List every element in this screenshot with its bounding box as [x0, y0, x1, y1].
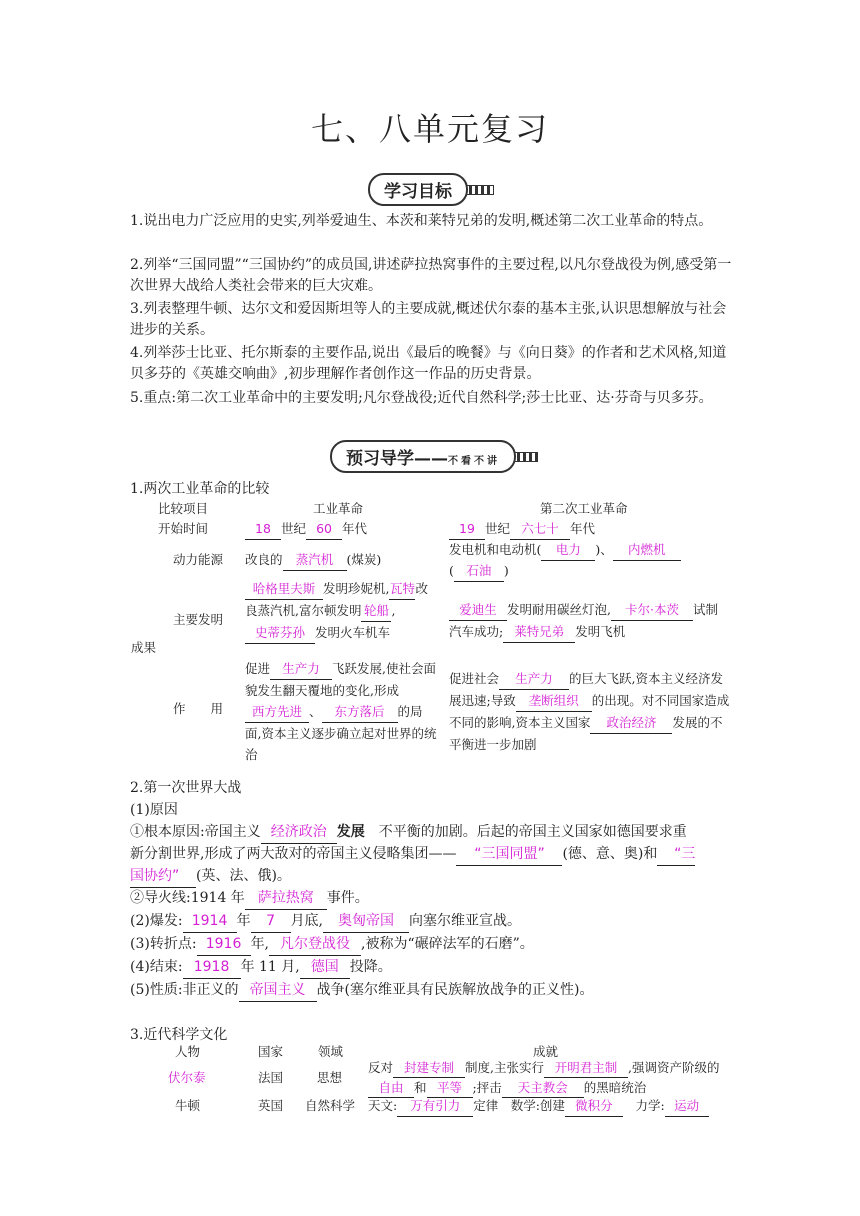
s1-power-second: 发电机和电动机( 电力 )、 内燃机 ( 石油 ): [449, 540, 729, 582]
text: (4)结束:: [130, 959, 183, 975]
s1-invention-label: 主要发明: [173, 612, 224, 627]
text: 反对: [368, 1060, 394, 1075]
answer-blank: 萨拉热窝: [245, 887, 327, 910]
answer-blank: 60: [306, 519, 342, 540]
text: 改良蒸汽机,富尔顿发明: [245, 581, 428, 618]
answer-blank: 垄断组织: [516, 690, 592, 712]
text: 年: [236, 913, 251, 929]
s3-row1-achievement: [368, 1058, 738, 1098]
answer-blank: 微积分: [565, 1096, 623, 1117]
text: 发展的不平衡进一步加剧: [449, 715, 723, 752]
answer-blank: 德国: [300, 956, 350, 979]
s2-end: [130, 956, 392, 979]
s1-power-label: 动力能源: [173, 552, 224, 567]
text: 天文:: [368, 1098, 398, 1113]
s3-header-achievement: 成就: [533, 1044, 559, 1059]
text: 的出现。对不同国家造成不同的影响,资本主义国家: [449, 693, 730, 730]
answer-blank: 轮船: [361, 600, 391, 622]
answer-blank: 瓦特: [389, 578, 415, 600]
text: 促进社会: [449, 671, 500, 686]
text: 月底,: [290, 913, 324, 929]
s1-start-second: [449, 519, 595, 540]
answer-blank: 西方先进: [245, 701, 309, 723]
text: 年代: [570, 521, 596, 536]
text: 发明珍妮机,: [323, 581, 390, 596]
s2-cause: (1)原因: [130, 802, 178, 818]
text: (3)转折点:: [130, 936, 197, 952]
s3-row2-field: 自然科学: [305, 1098, 356, 1113]
s2-root-cause-line2: [130, 843, 695, 866]
answer-blank: 经济政治: [261, 821, 337, 844]
text: (煤炭): [346, 552, 382, 567]
text: 定律 数学:创建: [473, 1098, 565, 1113]
s2-root-cause-line3: [130, 865, 291, 888]
s3-row1-person: 伏尔泰: [168, 1070, 206, 1085]
text: ,强调资产阶级的: [628, 1060, 720, 1075]
text: 新分割世界,形成了两大敌对的帝国主义侵略集团——: [130, 846, 457, 862]
text: 的黑暗统治: [583, 1080, 647, 1095]
answer-blank: 运动: [665, 1096, 709, 1117]
answer-blank: “三国同盟”: [456, 843, 562, 866]
s3-header-field: 领域: [318, 1044, 344, 1059]
s3-row2-country: 英国: [258, 1098, 284, 1113]
answer-blank: 1914: [183, 910, 237, 933]
text: 世纪: [281, 521, 307, 536]
answer-blank: 哈格里夫斯: [245, 578, 323, 600]
text: 年,: [250, 936, 270, 952]
text: (英、法、俄)。: [196, 868, 291, 884]
text: 投降。: [349, 959, 392, 975]
s3-row2-person: 牛顿: [175, 1098, 201, 1113]
answer-blank: 卡尔·本茨: [611, 599, 693, 621]
s2-heading: 2.第一次世界大战: [130, 780, 242, 796]
text: ①根本原因:帝国主义: [130, 824, 261, 840]
s2-outbreak: [130, 910, 521, 933]
s3-row1-field: 思想: [317, 1070, 343, 1085]
s1-header-item: 比较项目: [158, 501, 209, 516]
text: 战争(塞尔维亚具有民族解放战争的正义性)。: [316, 982, 594, 998]
text: ②导火线:1914 年: [130, 890, 245, 906]
s3-row1-country: 法国: [258, 1070, 284, 1085]
s1-effect-second: [449, 668, 731, 755]
s3-header-country: 国家: [258, 1044, 284, 1059]
text: 力学:: [622, 1098, 665, 1113]
s1-invention-second: [449, 599, 729, 643]
answer-blank: 开明君主制: [544, 1058, 628, 1078]
text: (德、意、奥)和: [562, 846, 658, 862]
s3-header-person: 人物: [175, 1044, 201, 1059]
text: 的巨大飞跃,资本主义经济发展迅速;导致: [449, 671, 723, 708]
s1-power-first: [245, 550, 381, 571]
answer-blank: 凡尔登战役: [269, 933, 361, 956]
preview-badge-label: [330, 440, 516, 473]
answer-blank: 奥匈帝国: [323, 910, 409, 933]
preview-badge-main: 预习导学——: [346, 449, 448, 469]
answer-blank: 1916: [197, 933, 251, 956]
answer-blank: 东方落后: [322, 701, 398, 723]
text: 发展: [336, 824, 365, 840]
answer-blank: 六七十: [510, 519, 570, 540]
answer-blank: 莱特兄弟: [503, 621, 575, 643]
s1-header-second: 第二次工业革命: [540, 501, 628, 516]
s1-effect-label: 作 用: [173, 701, 224, 716]
s2-fuse: [130, 887, 369, 910]
answer-blank: 政治经济: [590, 712, 672, 734]
text: 发电机和电动机(: [449, 542, 542, 557]
text: 试制汽车成功;: [449, 602, 718, 639]
answer-blank: 史蒂芬孙: [245, 622, 315, 644]
s2-nature: [130, 979, 594, 1002]
s1-heading: 1.两次工业革命的比较: [130, 481, 270, 497]
text: 制度,主张实行: [465, 1060, 544, 1075]
answer-blank: 封建专制: [393, 1058, 465, 1078]
s1-start-label: 开始时间: [158, 521, 209, 536]
text: 和: [414, 1080, 427, 1095]
answer-blank: 蒸汽机: [283, 550, 347, 571]
text: 世纪: [485, 521, 511, 536]
s3-heading: 3.近代科学文化: [130, 1027, 228, 1043]
answer-blank: 内燃机: [613, 540, 681, 561]
s1-result-label: 成果: [131, 640, 157, 655]
s1-effect-first: 促进 生产力 飞跃发展,使社会面貌发生翻天覆地的变化,形成西方先进 、 东方落后 的局面,资本主义逐步确立起对世界的统治: [245, 658, 437, 765]
goal-item-3: 3.列表整理牛顿、达尔文和爱因斯坦等人的主要成就,概述伏尔泰的基本主张,认识思想解放与社会进步的关系。: [130, 301, 727, 338]
goal-item-5: 5.重点:第二次工业革命中的主要发明;凡尔登战役;近代自然科学;莎士比亚、达·芬奇与贝多芬。: [130, 390, 713, 406]
text: 的局面,资本主义逐步确立起对世界的统治: [245, 704, 437, 762]
text: )、: [595, 542, 613, 557]
answer-blank: 7: [251, 910, 291, 933]
s3-row2-achievement: [368, 1096, 709, 1117]
answer-blank: 平等: [427, 1078, 473, 1098]
answer-blank: 万有引力: [397, 1096, 473, 1117]
answer-blank: “三: [657, 843, 695, 866]
text: 事件。: [326, 890, 369, 906]
s1-start-first: [245, 519, 367, 540]
s1-header-first: 工业革命: [313, 501, 364, 516]
text: 发明火车机车: [315, 625, 391, 640]
text: 向塞尔维亚宣战。: [409, 913, 522, 929]
answer-blank: 生产力: [499, 668, 569, 690]
preview-badge-sub: 不看不讲: [448, 456, 500, 467]
goal-item-1: 1.说出电力广泛应用的史实,列举爱迪生、本茨和莱特兄弟的发明,概述第二次工业革命的特点。: [130, 213, 713, 229]
answer-blank: 爱迪生: [449, 599, 507, 621]
answer-blank: 电力: [541, 540, 595, 561]
text: 不平衡的加剧。后起的帝国主义国家如德国要求重: [378, 824, 687, 840]
answer-blank: 天主教会: [502, 1078, 584, 1098]
goal-item-4: 4.列举莎士比亚、托尔斯泰的主要作品,说出《最后的晚餐》与《向日葵》的作者和艺术风格,知道贝多芬的《英雄交响曲》,初步理解作者创作这一作品的历史背景。: [130, 345, 727, 382]
text: 促进: [245, 661, 271, 676]
answer-blank: 国协约”: [130, 865, 196, 888]
answer-blank: 生产力: [270, 658, 332, 680]
text: 改良的: [245, 552, 283, 567]
goals-badge: [368, 173, 494, 206]
goals-badge-label: 学习目标: [368, 173, 468, 206]
answer-blank: 18: [245, 519, 281, 540]
text: 年代: [342, 521, 368, 536]
s1-invention-first: 哈格里夫斯 发明珍妮机,瓦特改良蒸汽机,富尔顿发明 轮船 ,史蒂芬孙 发明火车机车: [245, 578, 435, 644]
text: (2)爆发:: [130, 913, 183, 929]
s2-root-cause-line1: [130, 821, 687, 844]
text: 飞跃发展,使社会面貌发生翻天覆地的变化,形成: [245, 661, 436, 698]
answer-blank: 自由: [368, 1078, 414, 1098]
text: 发明飞机: [575, 624, 626, 639]
text: 年 11 月,: [240, 959, 300, 975]
text: (5)性质:非正义的: [130, 982, 239, 998]
preview-badge: [330, 440, 538, 473]
answer-blank: 帝国主义: [239, 979, 317, 1002]
answer-blank: 1918: [183, 956, 241, 979]
text: ,被称为“碾碎法军的石磨”。: [361, 936, 534, 952]
goal-item-2: 2.列举“三国同盟”“三国协约”的成员国,讲述萨拉热窝事件的主要过程,以凡尔登战役为例,感受第一次世界大战给人类社会带来的巨大灾难。: [130, 257, 732, 294]
s2-turning-point: [130, 933, 534, 956]
text: 发明耐用碳丝灯泡,: [507, 602, 611, 617]
page-title: 七、八单元复习: [310, 110, 549, 148]
text: ;抨击: [472, 1080, 502, 1095]
answer-blank: 19: [449, 519, 485, 540]
answer-blank: 石油: [454, 561, 504, 582]
